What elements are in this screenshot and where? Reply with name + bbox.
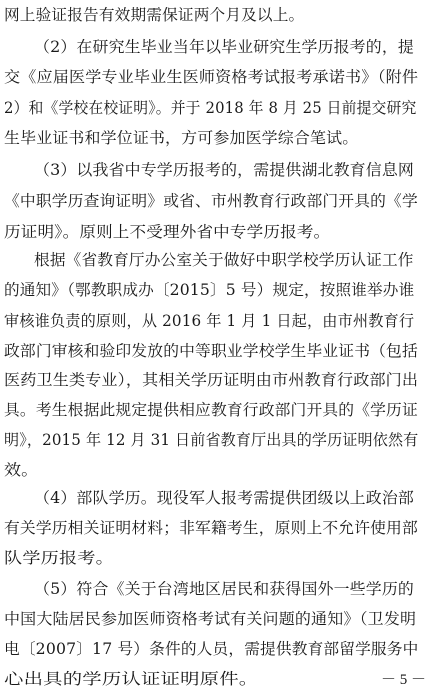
text-line [0, 667, 428, 691]
text-line [0, 546, 428, 570]
text-line-content: 生毕业证书和学位证书，方可参加医学综合笔试。 [4, 129, 359, 147]
text-line-content: （5）符合《关于台湾地区居民和获得国外一些学历的 [34, 580, 414, 598]
text-line [0, 220, 428, 244]
text-line-content: 网上验证报告有效期需保证两个月及以上。 [4, 6, 305, 24]
text-line [0, 126, 428, 150]
text-line-content: （4）部队学历。现役军人报考需提供团级以上政治部 [34, 489, 414, 507]
text-line-content: 审核谁负责的原则，从 2016 年 1 月 1 日起，由市州教育行 [4, 312, 415, 330]
text-line-content: 具。考生根据此规定提供相应教育行政部门开具的《学历证 [4, 401, 418, 419]
text-line [0, 3, 428, 27]
text-line-content: 政部门审核和验印发放的中等职业学校学生毕业证书（包括 [4, 342, 418, 360]
text-line-content: 电〔2007〕17 号）条件的人员，需提供教育部留学服务中 [4, 640, 419, 658]
text-line-content: （2）在研究生毕业当年以毕业研究生学历报考的，提 [34, 38, 414, 56]
text-line-content: 交《应届医学专业毕业生医师资格考试报考承诺书》（附件 [4, 68, 419, 86]
text-line-content: 历证明》。原则上不受理外省中专学历报考。 [4, 223, 331, 241]
text-line-content: 队学历报考。 [4, 549, 114, 567]
text-line-content: 《中职学历查询证明》或省、市州教育行政部门开具的《学 [4, 192, 418, 210]
text-line [0, 158, 428, 182]
text-line [0, 458, 428, 482]
text-line [0, 577, 428, 601]
text-line-content: 根据《省教育厅办公室关于做好中职学校学历认证工作 [34, 251, 414, 269]
text-line [0, 189, 428, 213]
text-line [0, 35, 428, 59]
text-line [0, 516, 428, 540]
text-line [0, 486, 428, 510]
text-line [0, 65, 428, 89]
text-line-content: 明》，2015 年 12 月 31 日前省教育厅出具的学历证明依然有 [4, 431, 419, 449]
text-line-content: 2）和《学校在校证明》。并于 2018 年 8 月 25 日前提交研究 [4, 99, 417, 117]
text-line [0, 339, 428, 363]
text-line [0, 607, 428, 631]
text-line-content: （3）以我省中专学历报考的，需提供湖北教育信息网 [34, 161, 414, 179]
text-line-content: 的通知》（鄂教职成办〔2015〕5 号）规定，按照谁举办谁 [4, 281, 415, 299]
text-line-content: 有关学历相关证明材料；非军籍考生，原则上不允许使用部 [4, 519, 418, 537]
text-line [0, 278, 428, 302]
text-line [0, 637, 428, 661]
text-line [0, 248, 428, 272]
text-line-content: 中国大陆居民参加医师资格考试有关问题的通知》（卫发明 [4, 610, 417, 628]
text-line-content: 效。 [4, 461, 39, 479]
text-line-content: 心出具的学历认证证明原件。 [4, 670, 259, 688]
text-line [0, 96, 428, 120]
text-line-content: 医药卫生类专业），其相关学历证明由市州教育行政部门出 [4, 371, 419, 389]
text-line [0, 398, 428, 422]
page-number: － 5 － [381, 672, 427, 688]
text-line [0, 309, 428, 333]
text-line [0, 428, 428, 452]
text-line [0, 368, 428, 392]
